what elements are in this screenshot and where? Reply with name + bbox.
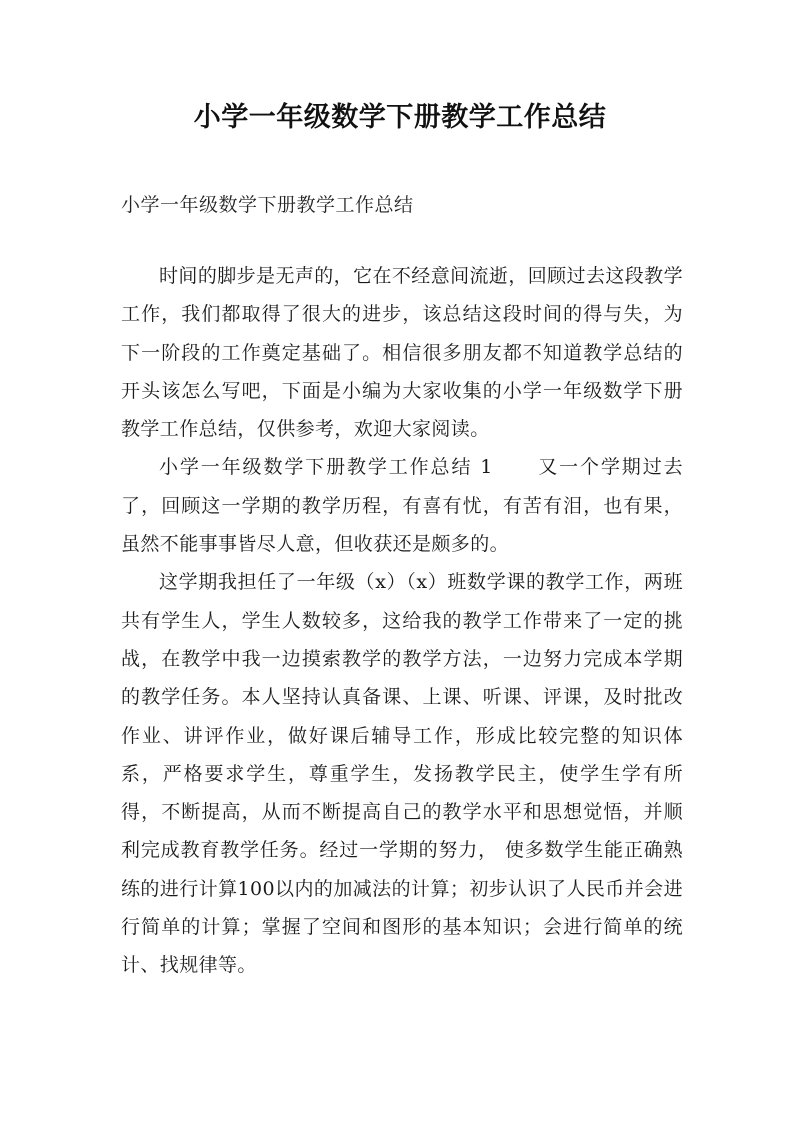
document-subtitle: 小学一年级数学下册教学工作总结 <box>121 194 414 216</box>
document-body <box>121 257 683 985</box>
work-summary-paragraph: 这学期我担任了一年级（x）（x）班数学课的教学工作，两班共有学生人，学生人数较多，这给我的教学工作带来了一定的挑战，在教学中我一边摸索教学的教学方法，一边努力完成本学期的教学任务。本人坚持认真备课、上课、听课、评课，及时批改作业、讲评作业，做好课后辅导工作，形成比较完整的知识体系，严格要求学生，尊重学生，发扬教学民主，使学生学有所得，不断提高，从而不断提高自己的教学水平和思想觉悟，并顺利完成教育教学任务。经过一学期的努力， 使多数学生能正确熟练的进行计算100以内的加减法的计算；初步认识了人民币并会进行简单的计算；掌握了空间和图形的基本知识；会进行简单的统计、找规律等。 <box>121 571 683 977</box>
section-1-paragraph <box>121 448 683 563</box>
section-heading: 小学一年级数学下册教学工作总结 1 <box>159 456 493 479</box>
section-1-text: 又一个学期过去了，回顾这一学期的教学历程，有喜有忧，有苦有泪，也有果，虽然不能事事皆尽人意，但收获还是颇多的。 <box>121 456 683 556</box>
document-title: 小学一年级数学下册教学工作总结 <box>193 102 607 133</box>
intro-paragraph: 时间的脚步是无声的，它在不经意间流逝，回顾过去这段教学工作，我们都取得了很大的进步，该总结这段时间的得与失，为下一阶段的工作奠定基础了。相信很多朋友都不知道教学总结的开头该怎么写吧，下面是小编为大家收集的小学一年级数学下册教学工作总结，仅供参考，欢迎大家阅读。 <box>121 265 683 441</box>
